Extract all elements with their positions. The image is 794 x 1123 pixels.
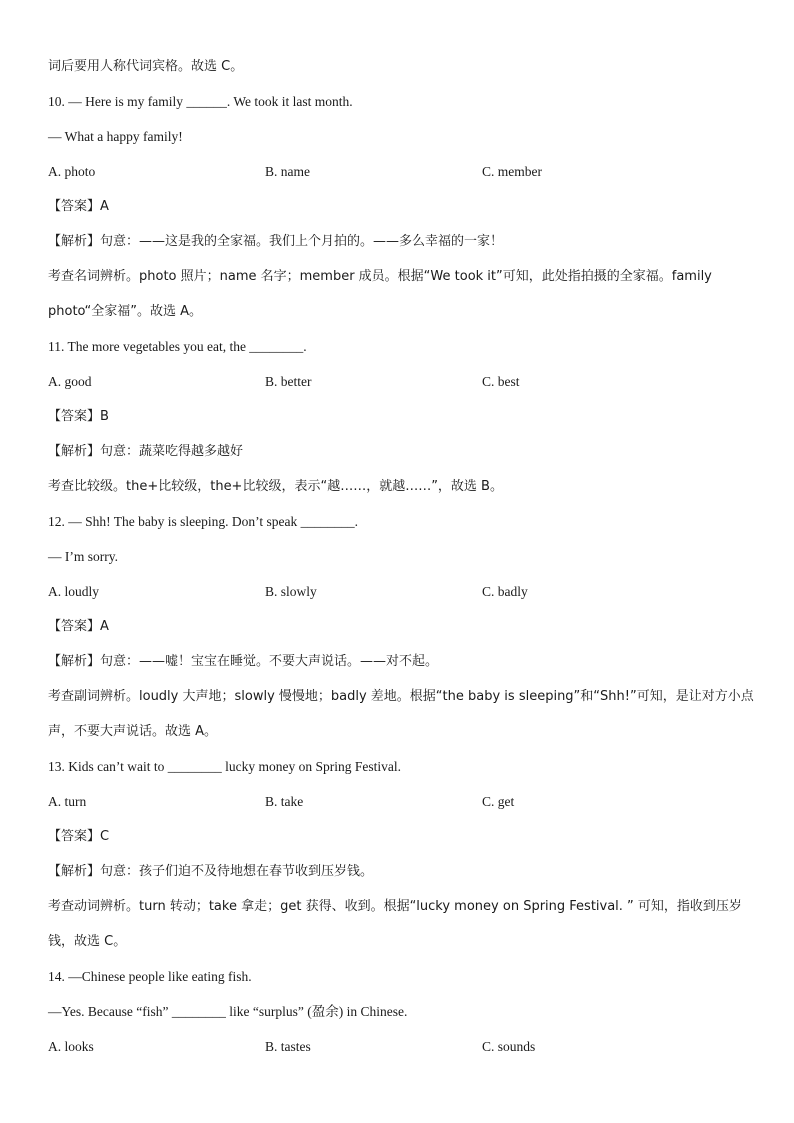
explanation-10-line-3: photo“全家福”。故选 A。 (48, 304, 203, 319)
answer-10: 【答案】A (48, 199, 109, 214)
option-a: A. looks (48, 1039, 94, 1054)
question-10: 10. — Here is my family ______. We took it last month. (48, 94, 353, 109)
explanation-13-line-1: 【解析】句意：孩子们迫不及待地想在春节收到压岁钱。 (48, 864, 374, 879)
option-c: C. badly (482, 584, 528, 599)
explanation-12-line-1: 【解析】句意：——嘘！宝宝在睡觉。不要大声说话。——对不起。 (48, 654, 439, 669)
question-10-options (48, 161, 748, 196)
option-c: C. best (482, 374, 520, 389)
text-line: 词后要用人称代词宾格。故选 C。 (48, 59, 244, 74)
option-a: A. photo (48, 164, 96, 179)
option-a: A. loudly (48, 584, 100, 599)
question-14-reply: —Yes. Because “fish” ________ like “surplus” (盈余) in Chinese. (48, 1004, 408, 1019)
document-page (48, 56, 754, 1071)
question-12-options (48, 581, 748, 616)
option-c: C. member (482, 164, 542, 179)
explanation-11-line-1: 【解析】句意：蔬菜吃得越多越好 (48, 444, 244, 459)
question-13: 13. Kids can’t wait to ________ lucky money on Spring Festival. (48, 759, 401, 774)
answer-13: 【答案】C (48, 829, 110, 844)
explanation-12-line-2: 考查副词辨析。loudly 大声地；slowly 慢慢地；badly 差地。根据“the baby is sleeping”和“Shh!”可知，是让对方小点 (48, 689, 754, 704)
option-c: C. sounds (482, 1039, 536, 1054)
question-11: 11. The more vegetables you eat, the ________. (48, 339, 307, 354)
answer-12: 【答案】A (48, 619, 109, 634)
option-a: A. good (48, 374, 92, 389)
explanation-10-line-1: 【解析】句意：——这是我的全家福。我们上个月拍的。——多么幸福的一家！ (48, 234, 504, 249)
option-c: C. get (482, 794, 515, 809)
question-14: 14. —Chinese people like eating fish. (48, 969, 252, 984)
option-b: B. name (265, 164, 310, 179)
explanation-13-line-3: 钱，故选 C。 (48, 934, 127, 949)
explanation-13-line-2: 考查动词辨析。turn 转动；take 拿走；get 获得、收到。根据“lucky money on Spring Festival. ” 可知，指收到压岁 (48, 899, 742, 914)
question-10-reply: — What a happy family! (48, 129, 183, 144)
question-12: 12. — Shh! The baby is sleeping. Don’t speak ________. (48, 514, 358, 529)
option-b: B. take (265, 794, 304, 809)
option-b: B. tastes (265, 1039, 311, 1054)
explanation-10-line-2: 考查名词辨析。photo 照片；name 名字；member 成员。根据“We took it”可知，此处指拍摄的全家福。family (48, 269, 712, 284)
question-12-reply: — I’m sorry. (48, 549, 118, 564)
option-b: B. slowly (265, 584, 317, 599)
explanation-11-line-2: 考查比较级。the+比较级，the+比较级，表示“越……，就越……”，故选 B。 (48, 479, 503, 494)
option-b: B. better (265, 374, 312, 389)
option-a: A. turn (48, 794, 87, 809)
answer-11: 【答案】B (48, 409, 109, 424)
question-14-options (48, 1036, 748, 1071)
question-11-options (48, 371, 748, 406)
question-13-options (48, 791, 748, 826)
explanation-12-line-3: 声，不要大声说话。故选 A。 (48, 724, 218, 739)
